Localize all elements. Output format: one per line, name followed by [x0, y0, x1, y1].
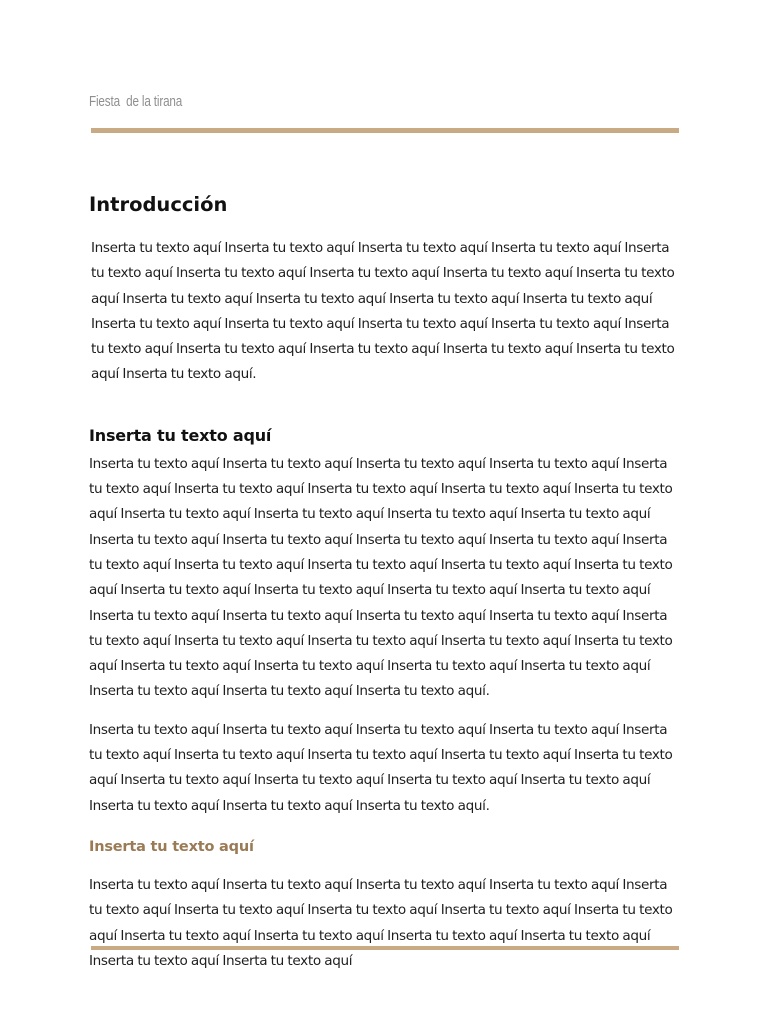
page-header-title: Fiesta de la tirana — [89, 93, 183, 110]
document-body — [89, 190, 679, 974]
accent-paragraph: Inserta tu texto aquí Inserta tu texto aquí Inserta tu texto aquí Inserta tu texto aquí Inserta tu texto aquí Inserta tu texto aquí Inserta tu texto aquí Inserta tu texto aquí Inserta tu texto aquí Inserta tu texto aquí Inserta tu texto aquí Inserta tu texto aquí Inserta tu texto aquí Inserta tu texto aquí Inserta tu texto aquí — [89, 876, 673, 969]
accent-heading: Inserta tu texto aquí — [89, 838, 254, 855]
section-paragraph-1: Inserta tu texto aquí Inserta tu texto aquí Inserta tu texto aquí Inserta tu texto aquí Inserta tu texto aquí Inserta tu texto aquí Inserta tu texto aquí Inserta tu texto aquí Inserta tu texto aquí Inserta tu texto aquí Inserta tu texto aquí Inserta tu texto aquí Inserta tu texto aquí Inserta tu texto aquí Inserta tu texto aquí Inserta tu texto aquí Inserta tu texto aquí Inserta tu texto aquí Inserta tu texto aquí Inserta tu texto aquí Inserta tu texto aquí Inserta tu texto aquí Inserta tu texto aquí Inserta tu texto aquí Inserta tu texto aquí Inserta tu texto aquí Inserta tu texto aquí Inserta tu texto aquí Inserta tu texto aquí Inserta tu texto aquí Inserta tu texto aquí Inserta tu texto aquí Inserta tu texto aquí Inserta tu texto aquí Inserta tu texto aquí Inserta tu texto aquí Inserta tu texto aquí Inserta tu texto aquí Inserta tu texto aquí Inserta tu texto aquí Inserta tu texto aquí Inserta tu texto aquí. — [89, 455, 673, 700]
intro-heading: Introducción — [89, 193, 228, 216]
intro-paragraph: Inserta tu texto aquí Inserta tu texto aquí Inserta tu texto aquí Inserta tu texto aquí Inserta tu texto aquí Inserta tu texto aquí Inserta tu texto aquí Inserta tu texto aquí Inserta tu texto aquí Inserta tu texto aquí Inserta tu texto aquí Inserta tu texto aquí Inserta tu texto aquí Inserta tu texto aquí Inserta tu texto aquí Inserta tu texto aquí Inserta tu texto aquí Inserta tu texto aquí Inserta tu texto aquí Inserta tu texto aquí Inserta tu texto aquí Inserta tu texto aquí Inserta tu texto aquí. — [91, 240, 675, 383]
footer-divider — [91, 946, 679, 950]
header-divider — [91, 128, 679, 133]
section-paragraph-2: Inserta tu texto aquí Inserta tu texto aquí Inserta tu texto aquí Inserta tu texto aquí Inserta tu texto aquí Inserta tu texto aquí Inserta tu texto aquí Inserta tu texto aquí Inserta tu texto aquí Inserta tu texto aquí Inserta tu texto aquí Inserta tu texto aquí Inserta tu texto aquí Inserta tu texto aquí Inserta tu texto aquí Inserta tu texto aquí. — [89, 721, 673, 814]
section-heading: Inserta tu texto aquí — [89, 425, 272, 445]
